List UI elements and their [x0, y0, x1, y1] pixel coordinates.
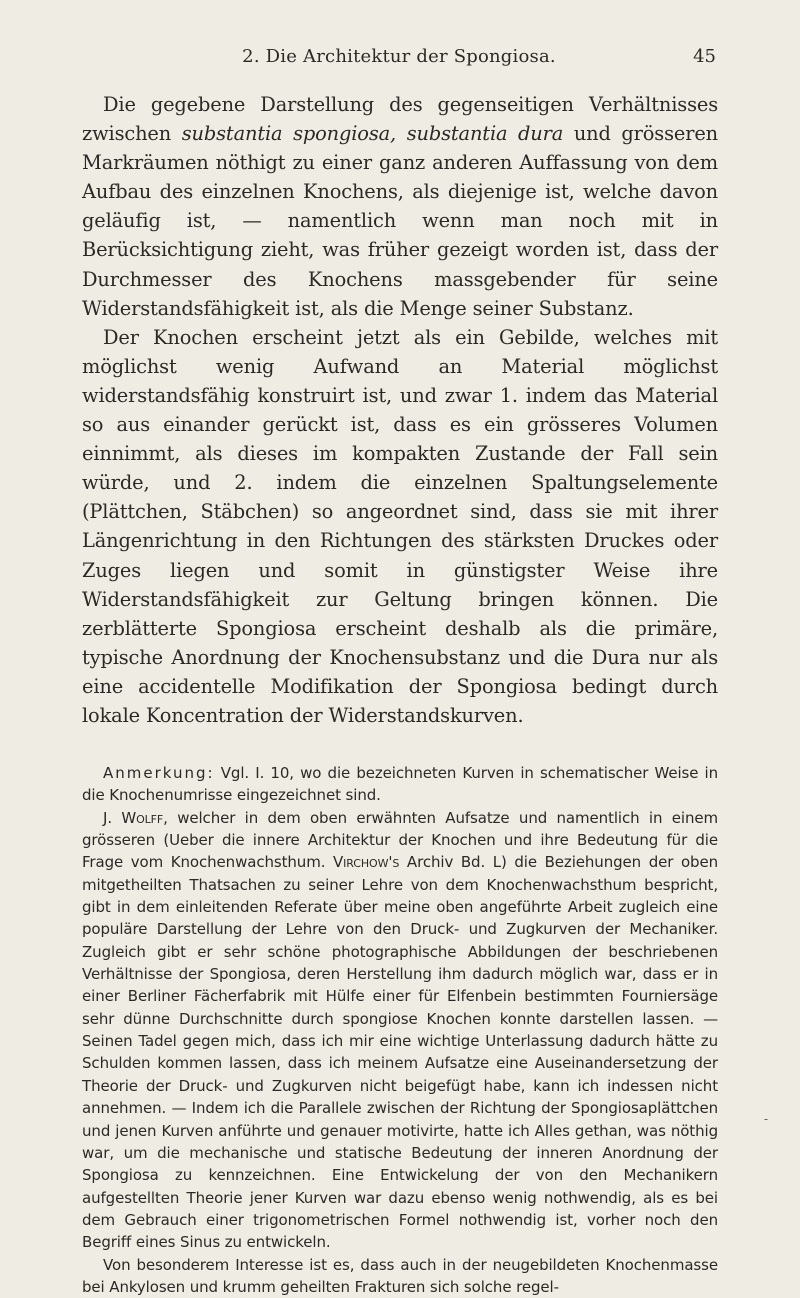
page-number: 45: [693, 46, 716, 67]
note-2-text-b: Archiv Bd. L) die Beziehungen der oben mitgetheilten Thatsachen zu seiner Lehre von dem Knochenwachsthum bespricht, gibt in dem einleitenden Referate über meine oben angeführte Arbeit zugleich eine populäre Darstellung der Lehre von den Druck- und Zugkurven der Mechaniker. Zugleich gibt er sehr schöne photographische Abbildungen der beschriebenen Verhältnisse der Spongiosa, deren Herstellung ihm dadurch möglich war, dass er in einer Berliner Fächerfabrik mit Hülfe einer für Elfenbein bestimmten Fourniersäge sehr dünne Durchschnitte durch spongiose Knochen konnte darstellen lassen. — Seinen Tadel gegen mich, dass ich mir eine wichtige Unterlassung dadurch hätte zu Schulden kommen lassen, dass ich meinem Aufsatze eine Auseinandersetzung der Theorie der Druck- und Zugkurven nicht beigefügt habe, kann ich indessen nicht annehmen. — Indem ich die Parallele zwischen der Richtung der Spongiosaplättchen und jenen Kurven anführte und genauer motivirte, hatte ich Alles gethan, was nöthig war, um die mechanische und statische Bedeutung der inneren Anordnung der Spongiosa zu kennzeichnen. Eine Entwickelung der von den Mechanikern aufgestellten Theorie jener Kurven war dazu ebenso wenig nothwendig, als es bei dem Gebrauch einer trigonometrischen Formel nothwendig ist, vorher noch den Begriff eines Sinus zu entwickeln.: [82, 853, 718, 1252]
note-1: [82, 762, 718, 807]
note-2-text-a: welcher in dem oben erwähnten Aufsatze und namentlich in einem grösseren (Ueber die innere Architektur der Knochen und ihre Bedeutung für die Frage vom Knochenwachsthum.: [82, 808, 718, 872]
running-title: 2. Die Architektur der Spongiosa.: [242, 46, 556, 67]
note-3: Von besonderem Interesse ist es, dass auch in der neugebildeten Knochenmasse bei Ankylosen und krumm geheilten Frakturen sich solche regel-: [82, 1255, 718, 1296]
running-head: [82, 46, 716, 72]
paragraph-1: [82, 90, 718, 323]
note-1-text: Vgl. I. 10, wo die bezeichneten Kurven in schematischer Weise in die Knochenumrisse eingezeichnet sind.: [82, 764, 719, 805]
author-virchow: Virchow's: [333, 853, 400, 872]
paragraph-1-rest: und grösseren Markräumen nöthigt zu einer ganz anderen Auffassung von dem Aufbau des einzelnen Knochens, als diejenige ist, welche davon geläufig ist, — namentlich wenn man noch mit in Berücksichtigung zieht, was früher gezeigt worden ist, dass der Durchmesser des Knochens massgebender für seine Widerstandsfähigkeit ist, als die Menge seiner Substanz.: [82, 122, 719, 320]
italic-term-spongiosa: substantia spongiosa,: [181, 122, 397, 146]
margin-mark: -: [764, 1112, 769, 1126]
paragraph-1-intro: Die gegebene Darstellung des gegenseitigen Verhältnisses zwischen: [82, 93, 718, 146]
note-2: [82, 807, 718, 1254]
main-text: [82, 90, 718, 730]
italic-term-dura: substantia dura: [406, 122, 564, 146]
paragraph-2: Der Knochen erscheint jetzt als ein Gebilde, welches mit möglichst wenig Aufwand an Material möglichst widerstandsfähig konstruirt ist, und zwar 1. indem das Material so aus einander gerückt ist, dass es ein grösseres Volumen einnimmt, als dieses im kompakten Zustande der Fall sein würde, und 2. indem die einzelnen Spaltungselemente (Plättchen, Stäbchen) so angeordnet sind, dass sie mit ihrer Längenrichtung in den Richtungen des stärksten Druckes oder Zuges liegen und somit in günstigster Weise ihre Widerstandsfähigkeit zur Geltung bringen können. Die zerblätterte Spongiosa erscheint deshalb als die primäre, typische Anordnung der Knochensubstanz und die Dura nur als eine accidentelle Modifikation der Spongiosa bedingt durch lokale Koncentration der Widerstandskurven.: [82, 325, 718, 727]
footnotes: [82, 762, 718, 1298]
note-label: Anmerkung:: [103, 764, 215, 782]
author-wolff: J. Wolff,: [103, 808, 168, 827]
